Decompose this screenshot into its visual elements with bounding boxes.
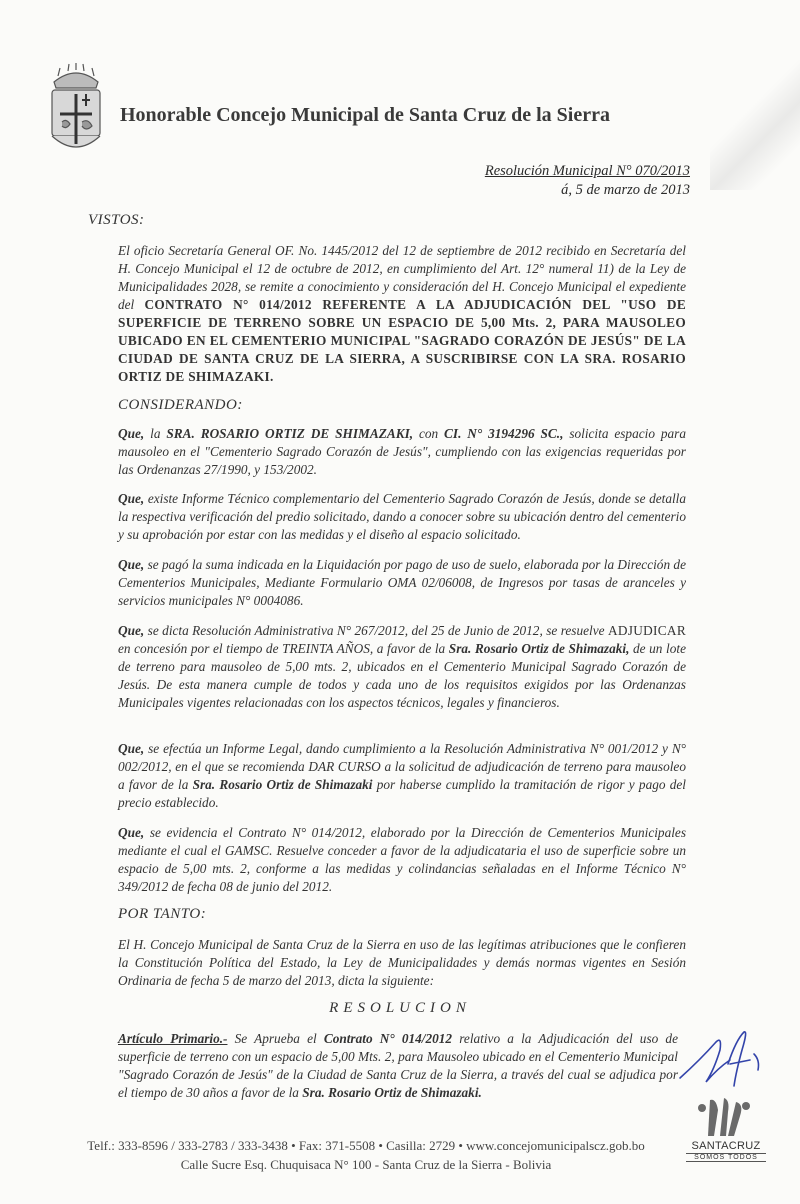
considerando-paragraph-3: Que, se pagó la suma indicada en la Liquidación por pago de uso de suelo, elaborada por la Dirección de Cementerios Municipales, Mediante Formulario OMA 02/06008, de Ingresos por tasas de aranceles y servicios municipales N° 0004086.	[118, 557, 686, 608]
footer-phone-line: Telf.: 333-8596 / 333-2783 / 333-3438 • Fax: 371-5508 • Casilla: 2729 • www.concejomunicipalscz.gob.bo	[87, 1138, 645, 1153]
santa-cruz-logo-icon	[680, 1090, 770, 1180]
footer-contact	[46, 1136, 686, 1174]
coat-of-arms-icon	[46, 62, 106, 158]
footer-address-line: Calle Sucre Esq. Chuquisaca N° 100 - Santa Cruz de la Sierra - Bolivia	[180, 1157, 552, 1172]
vistos-paragraph: El oficio Secretaría General OF. No. 1445/2012 del 12 de septiembre de 2012 recibido en Secretaría del H. Concejo Municipal el 12 de octubre de 2012, en cumplimiento del Art. 12° numeral 11) de la Ley de Municipalidades 2028, se remite a conocimiento y consideración del H. Concejo Municipal el expediente del CONTRATO N° 014/2012 REFERENTE A LA ADJUDICACIÓN DEL "USO DE SUPERFICIE DE TERRENO SOBRE UN ESPACIO DE 5,00 Mts. 2, PARA MAUSOLEO UBICADO EN EL CEMENTERIO MUNICIPAL "SAGRADO CORAZÓN DE JESÚS" DE LA CIUDAD DE SANTA CRUZ DE LA SIERRA, A SUSCRIBIRSE CON LA SRA. ROSARIO ORTIZ DE SHIMAZAKI.	[118, 243, 686, 384]
considerando-paragraph-6: Que, se evidencia el Contrato N° 014/2012, elaborado por la Dirección de Cementerios Municipales mediante el cual el GAMSC. Resuelve conceder a favor de la adjudicataria el uso de superficie sobre un espacio de 5,00 mts. 2, conforme a las medidas y colindancias señaladas en el Informe Técnico N° 349/2012 de fecha 08 de junio del 2012.	[118, 825, 686, 894]
por-tanto-paragraph: El H. Concejo Municipal de Santa Cruz de la Sierra en uso de las legítimas atribuciones que le confieren la Constitución Política del Estado, la Ley de Municipalidades y demás normas vigentes en Sesión Ordinaria de fecha 5 de marzo del 2013, dicta la siguiente:	[118, 937, 686, 988]
scan-shadow	[710, 60, 800, 190]
santa-cruz-logo-text: SANTACRUZ SOMOS TODOS	[686, 1140, 766, 1162]
considerando-heading: CONSIDERANDO:	[118, 397, 243, 413]
considerando-paragraph-2: Que, existe Informe Técnico complementario del Cementerio Sagrado Corazón de Jesús, donde se detalla la respectiva verificación del predio solicitado, dando a conocer sobre su ubicación dentro del cementerio y su aprobación por estar con las medidas y el diseño al espacio solicitado.	[118, 491, 686, 542]
considerando-paragraph-4: Que, se dicta Resolución Administrativa N° 267/2012, del 25 de Junio de 2012, se resuelve ADJUDICAR en concesión por el tiempo de TREINTA AÑOS, a favor de la Sra. Rosario Ortiz de Shimazaki, de un lote de terreno para mausoleo de 5,00 mts. 2, ubicados en el Cementerio Municipal Sagrado Corazón de Jesús. De esta manera cumple de todos y cada uno de los requisitos exigidos por las Ordenanzas Municipales vigentes relacionadas con los aspectos técnicos, legales y financieros.	[118, 623, 686, 710]
considerando-paragraph-1: Que, la SRA. ROSARIO ORTIZ DE SHIMAZAKI, con CI. N° 3194296 SC., solicita espacio para mausoleo en el "Cementerio Sagrado Corazón de Jesús", cumpliendo con las exigencias requeridas por las Ordenanzas 27/1990, y 153/2002.	[118, 426, 686, 477]
considerando-paragraph-5: Que, se efectúa un Informe Legal, dando cumplimiento a la Resolución Administrativa N° 001/2012 y N° 002/2012, en el que se recomienda DAR CURSO a la solicitud de adjudicación de terreno para mausoleo a favor de la Sra. Rosario Ortiz de Shimazaki por haberse cumplido la tramitación de rigor y pago del precio establecido.	[118, 741, 687, 810]
resolution-number: Resolución Municipal N° 070/2013	[484, 163, 690, 179]
resolucion-heading: RESOLUCION	[329, 1000, 471, 1016]
vistos-heading: VISTOS:	[88, 212, 145, 228]
article-primary-paragraph: Artículo Primario.- Se Aprueba el Contrato N° 014/2012 relativo a la Adjudicación del uso de superficie de terreno con un espacio de 5,00 Mts. 2, para Mausoleo ubicado en el Cementerio Municipal "Sagrado Corazón de Jesús" de la Ciudad de Santa Cruz de la Sierra, a través del cual se adjudica por el tiempo de 30 años a favor de la Sra. Rosario Ortiz de Shimazaki.	[118, 1031, 678, 1100]
resolution-header	[485, 162, 690, 200]
council-title: Honorable Concejo Municipal de Santa Cruz de la Sierra	[120, 104, 610, 126]
resolution-date: á, 5 de marzo de 2013	[561, 182, 690, 198]
por-tanto-heading: POR TANTO:	[118, 906, 207, 922]
